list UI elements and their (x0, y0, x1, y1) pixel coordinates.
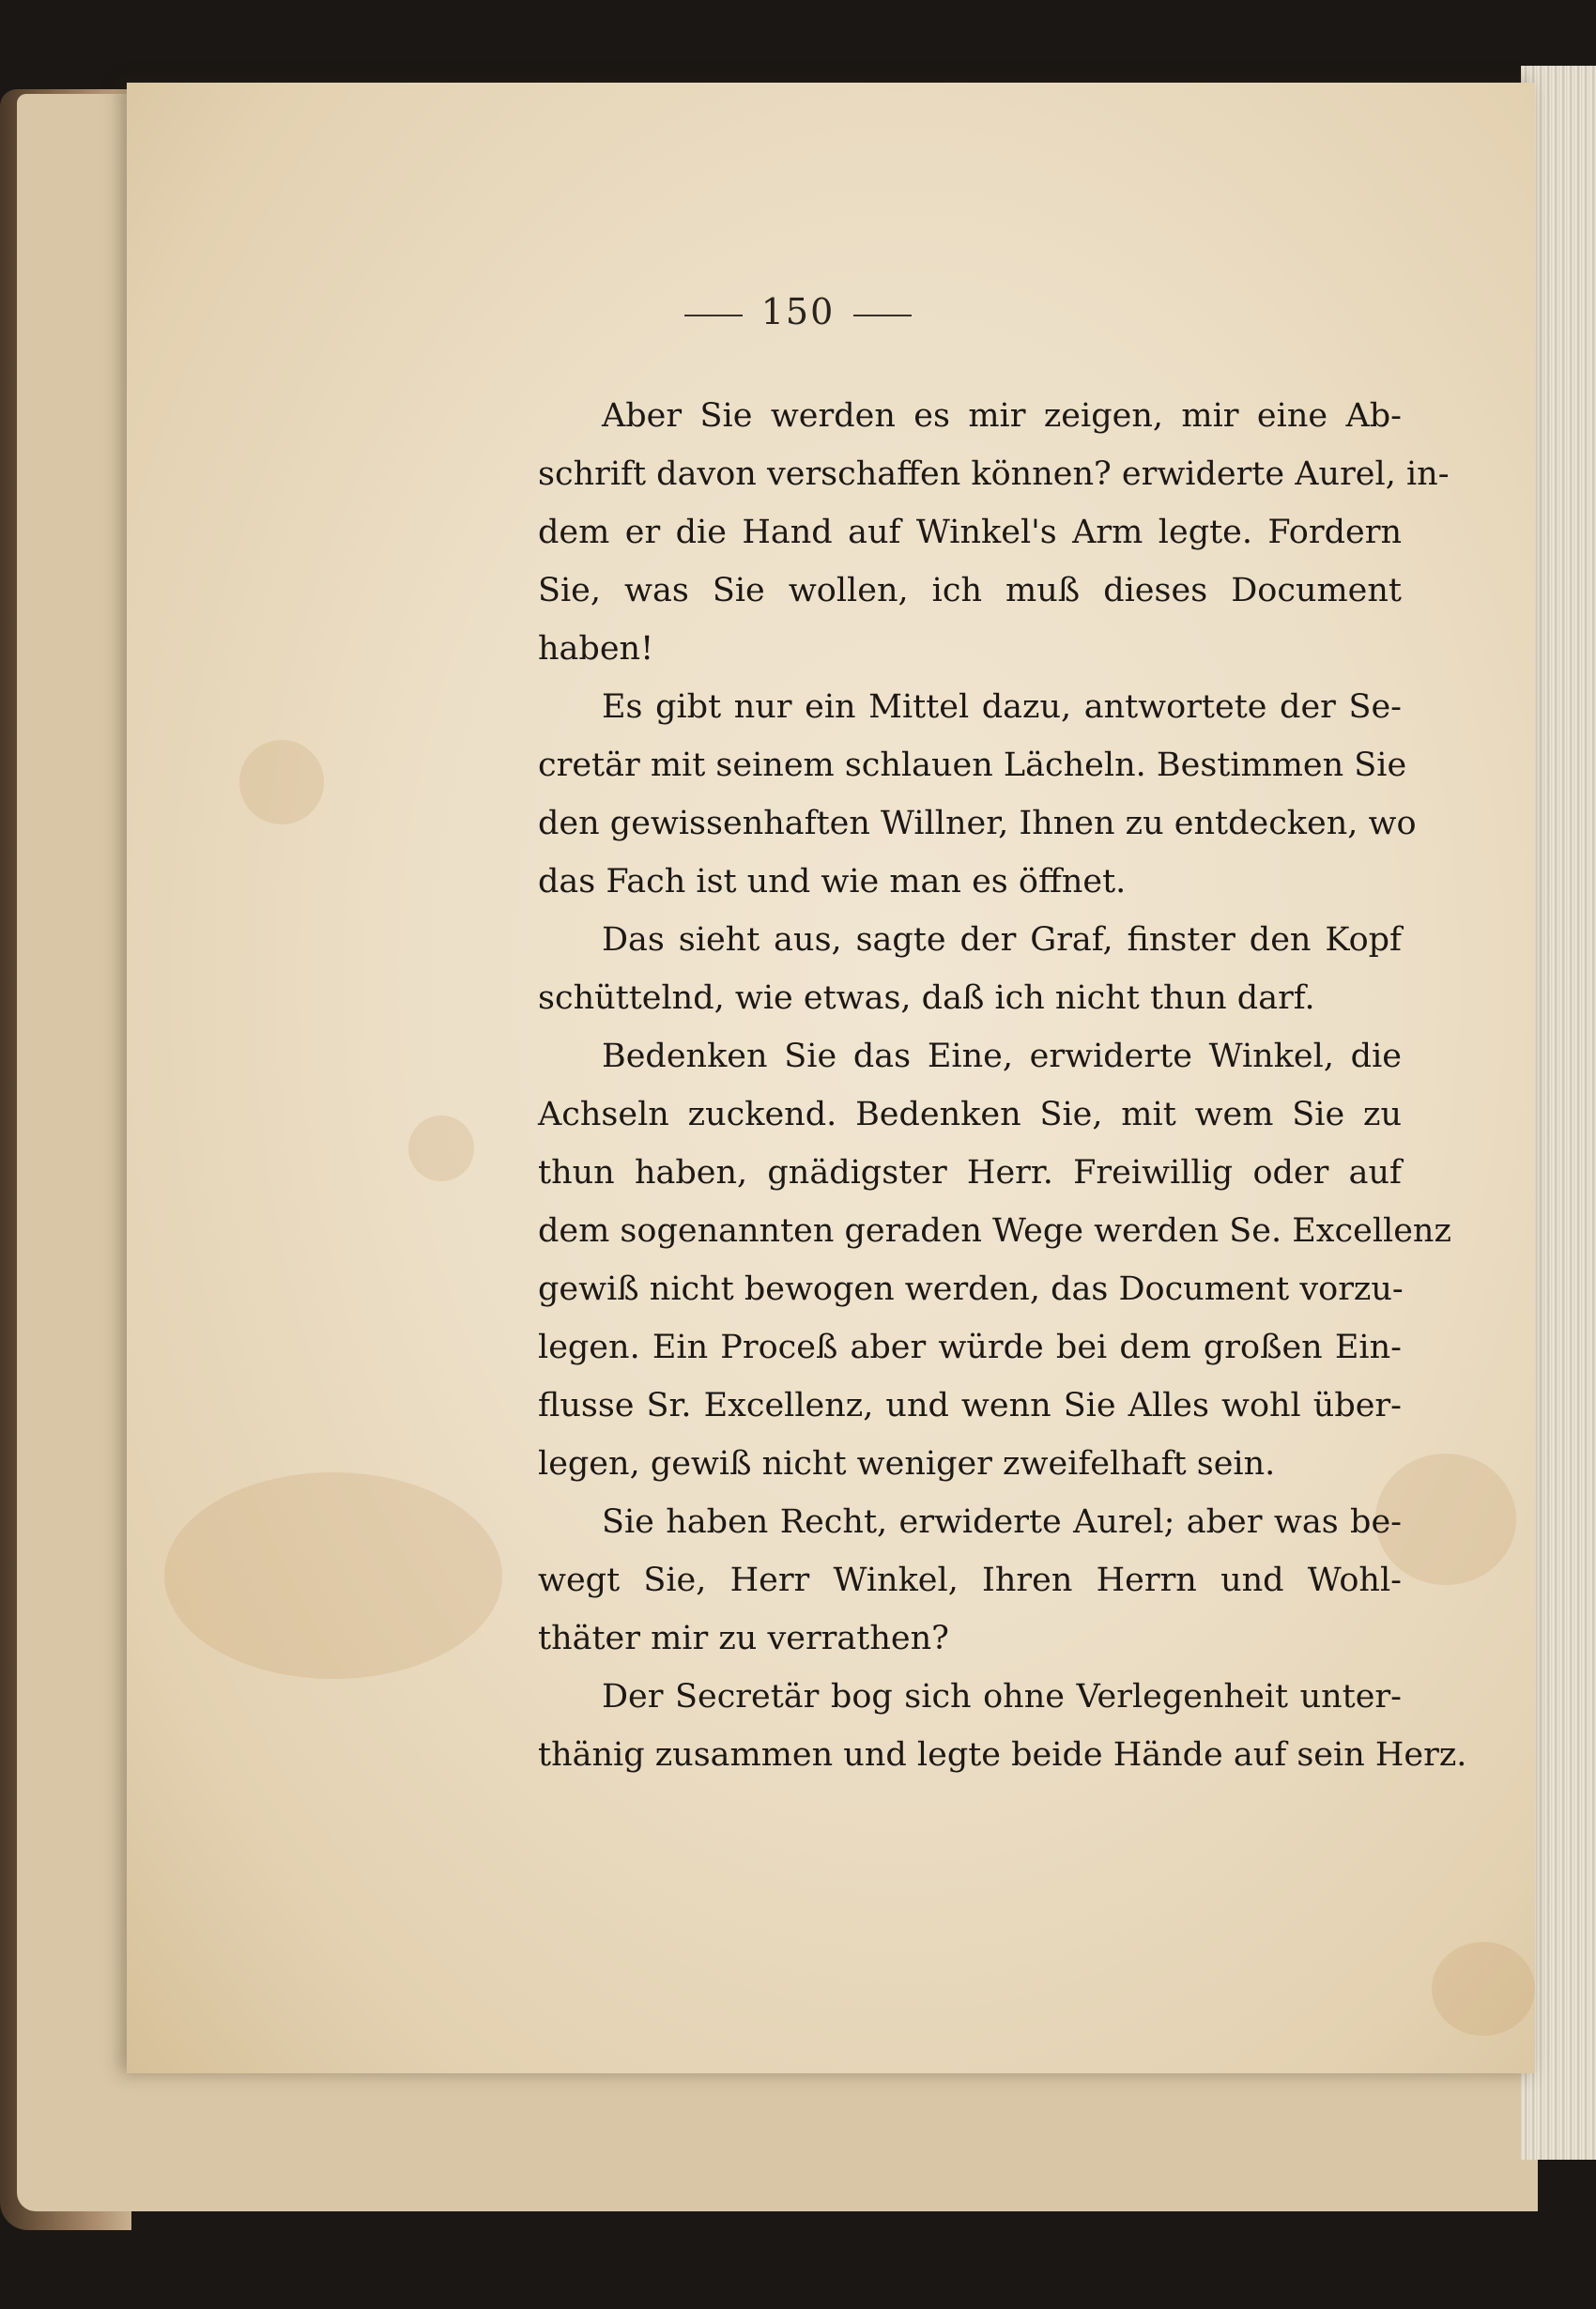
foxing-stain (1432, 1942, 1535, 2036)
text-line: cretär mit seinem schlauen Lächeln. Bestimmen Sie (538, 747, 1407, 784)
text-line: legen, gewiß nicht weniger zweifelhaft sein. (538, 1445, 1276, 1483)
foxing-stain (164, 1472, 502, 1679)
text-line: dem sogenannten geraden Wege werden Se. Excellenz (538, 1212, 1451, 1250)
text-line: haben! (538, 630, 654, 668)
text-line: legen. Ein Proceß aber würde bei dem großen Ein- (538, 1329, 1402, 1366)
dash-left (684, 315, 743, 316)
text-line: den gewissenhaften Willner, Ihnen zu entdecken, wo (538, 805, 1417, 842)
dash-right (853, 315, 912, 316)
text-line: thäter mir zu verrathen? (538, 1620, 949, 1657)
text-line: Der Secretär bog sich ohne Verlegenheit unter- (602, 1678, 1402, 1716)
page-number: 150 (760, 291, 836, 332)
foxing-stain (239, 740, 324, 824)
text-line: Sie, was Sie wollen, ich muß dieses Document (538, 572, 1402, 609)
text-line: dem er die Hand auf Winkel's Arm legte. Fordern (538, 514, 1402, 551)
running-head (0, 291, 1596, 332)
text-line: Sie haben Recht, erwiderte Aurel; aber was be- (602, 1503, 1402, 1541)
text-line: thun haben, gnädigster Herr. Freiwillig oder auf (538, 1154, 1402, 1192)
text-line: wegt Sie, Herr Winkel, Ihren Herrn und Wohl- (538, 1562, 1402, 1599)
text-line: das Fach ist und wie man es öffnet. (538, 863, 1127, 901)
text-line: Aber Sie werden es mir zeigen, mir eine Ab- (602, 397, 1402, 435)
text-line: thänig zusammen und legte beide Hände auf sein Herz. (538, 1736, 1467, 1774)
text-line: Das sieht aus, sagte der Graf, finster den Kopf (602, 921, 1402, 959)
text-line: Achseln zuckend. Bedenken Sie, mit wem Sie zu (538, 1096, 1402, 1133)
body-text (538, 387, 1467, 1784)
text-line: gewiß nicht bewogen werden, das Document vorzu- (538, 1270, 1404, 1308)
text-line: schrift davon verschaffen können? erwiderte Aurel, in- (538, 455, 1450, 493)
foxing-stain (408, 1116, 474, 1181)
text-line: schüttelnd, wie etwas, daß ich nicht thun darf. (538, 979, 1315, 1017)
text-line: flusse Sr. Excellenz, und wenn Sie Alles wohl über- (538, 1387, 1402, 1424)
text-line: Bedenken Sie das Eine, erwiderte Winkel, die (602, 1038, 1402, 1075)
text-line: Es gibt nur ein Mittel dazu, antwortete der Se- (602, 688, 1402, 726)
